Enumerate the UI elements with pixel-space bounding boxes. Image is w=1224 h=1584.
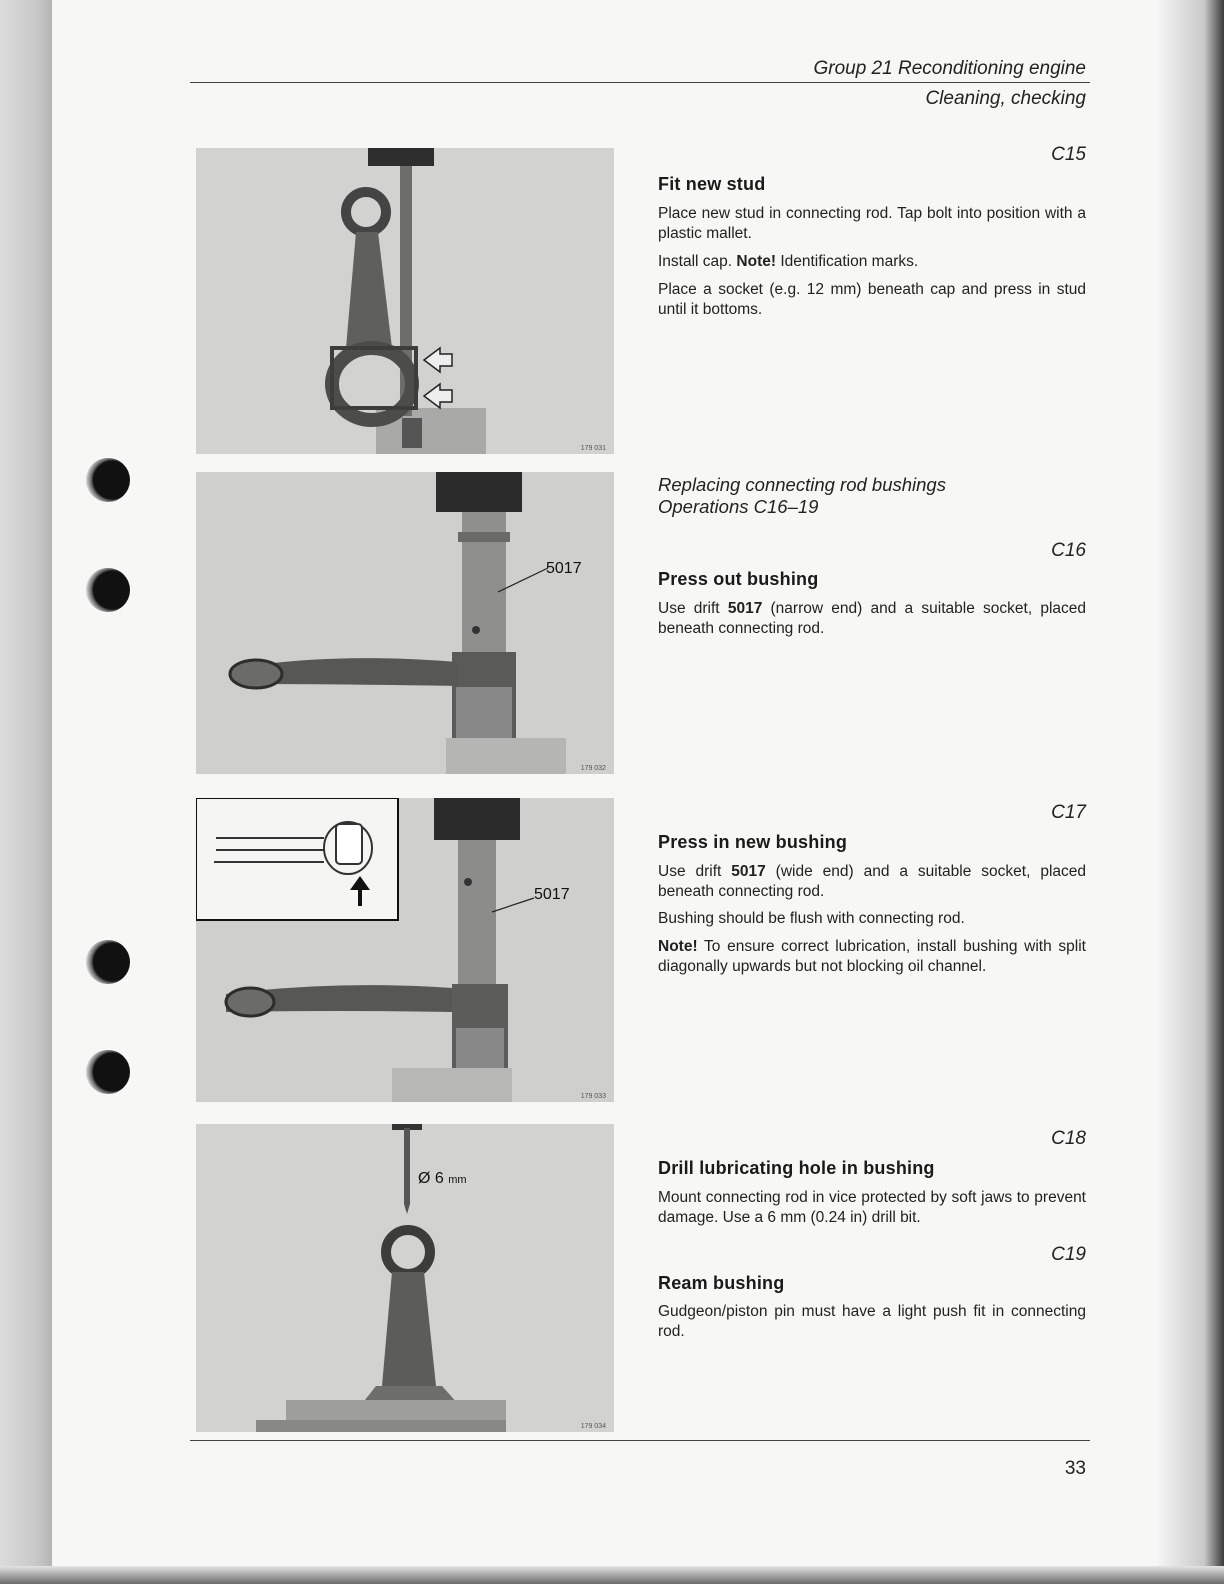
figure-c15-stud xyxy=(196,148,614,454)
tool-callout-5017: 5017 xyxy=(546,560,582,577)
figure-number: 179 033 xyxy=(580,1093,606,1100)
figure-c17-press-in xyxy=(196,798,614,1102)
c17-paragraph-3: Note! To ensure correct lubrication, install bushing with split diagonally upwards but not blocking oil channel. xyxy=(658,938,1086,975)
figure-number: 179 032 xyxy=(580,765,606,772)
operation-code-c18: C18 xyxy=(1051,1128,1086,1149)
press-in-bushing-illustration xyxy=(196,798,614,1102)
binder-hole xyxy=(86,940,130,984)
c15-paragraph-2: Install cap. Note! Identification marks. xyxy=(658,253,919,270)
c17-paragraph-1: Use drift 5017 (wide end) and a suitable socket, placed beneath connecting rod. xyxy=(658,863,1086,900)
c17-paragraph-2: Bushing should be flush with connecting rod. xyxy=(658,910,965,927)
heading-press-in-new-bushing: Press in new bushing xyxy=(658,832,848,852)
binder-hole xyxy=(86,568,130,612)
page-number: 33 xyxy=(1064,1458,1086,1479)
scan-margin-left xyxy=(0,0,52,1584)
c18-paragraph-1: Mount connecting rod in vice protected by soft jaws to prevent damage. Use a 6 mm (0.24 in) drill bit. xyxy=(658,1189,1086,1226)
c15-paragraph-1: Place new stud in connecting rod. Tap bolt into position with a plastic mallet. xyxy=(658,205,1086,242)
tool-callout-5017: 5017 xyxy=(534,886,570,903)
figure-c16-press-out xyxy=(196,472,614,774)
heading-fit-new-stud: Fit new stud xyxy=(658,174,766,194)
c15-paragraph-3: Place a socket (e.g. 12 mm) beneath cap and press in stud until it bottoms. xyxy=(658,281,1086,318)
figure-c18-drill xyxy=(196,1124,614,1432)
operation-code-c17: C17 xyxy=(1051,802,1086,823)
drill-lubricating-hole-illustration xyxy=(196,1124,614,1432)
section-intro-subtitle: Operations C16–19 xyxy=(658,496,819,517)
footer-rule xyxy=(190,1440,1090,1441)
c16-paragraph-1: Use drift 5017 (narrow end) and a suitable socket, placed beneath connecting rod. xyxy=(658,600,1086,637)
operation-code-c16: C16 xyxy=(1051,540,1086,561)
figure-number: 179 031 xyxy=(580,445,606,452)
heading-ream-bushing: Ream bushing xyxy=(658,1273,785,1293)
scan-margin-bottom xyxy=(0,1566,1224,1584)
c19-paragraph-1: Gudgeon/piston pin must have a light push fit in connecting rod. xyxy=(658,1303,1086,1340)
operation-code-c15: C15 xyxy=(1051,144,1086,165)
section-intro-title: Replacing connecting rod bushings xyxy=(658,474,946,495)
operation-code-c19: C19 xyxy=(1051,1244,1086,1265)
connecting-rod-press-illustration xyxy=(196,148,614,454)
drill-diameter-callout: Ø 6 mm xyxy=(418,1170,467,1187)
binder-hole xyxy=(86,458,130,502)
header-group: Group 21 Reconditioning engine xyxy=(813,58,1086,79)
heading-press-out-bushing: Press out bushing xyxy=(658,569,819,589)
scan-margin-right xyxy=(1158,0,1224,1584)
heading-drill-lubricating-hole: Drill lubricating hole in bushing xyxy=(658,1158,935,1178)
figure-number: 179 034 xyxy=(580,1423,606,1430)
binder-hole xyxy=(86,1050,130,1094)
press-out-bushing-illustration xyxy=(196,472,614,774)
header-rule xyxy=(190,82,1090,83)
header-section: Cleaning, checking xyxy=(925,88,1086,109)
